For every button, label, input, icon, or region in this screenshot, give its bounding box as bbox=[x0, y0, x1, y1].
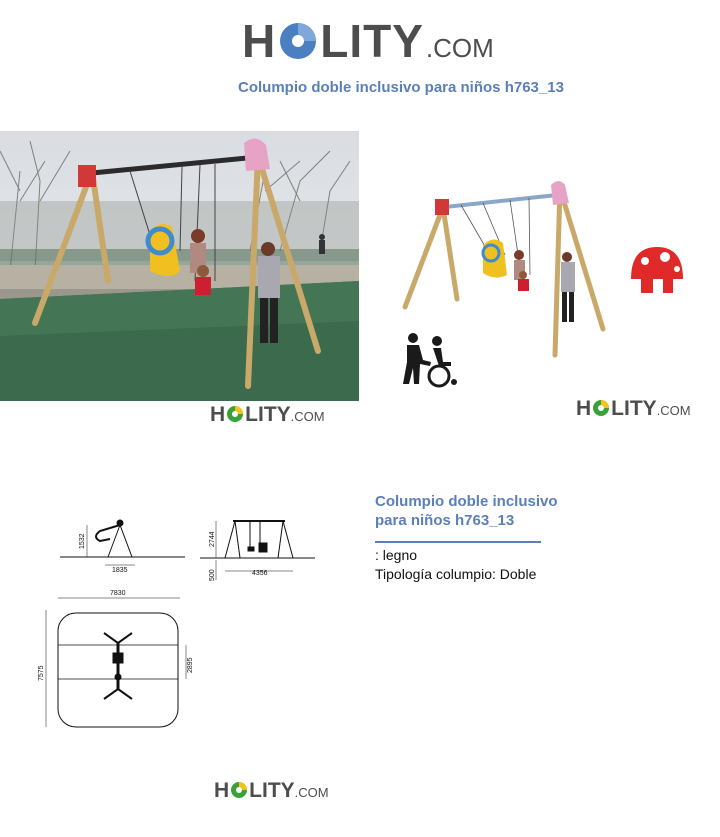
type-spec-value: Doble bbox=[499, 566, 537, 582]
brand-logo-bottom bbox=[214, 779, 329, 807]
top-inner-label: 2895 bbox=[187, 657, 194, 673]
logo-letter-h: H bbox=[214, 779, 230, 802]
material-spec: : legno bbox=[375, 547, 418, 563]
front-height-label: 2744 bbox=[209, 531, 216, 547]
brand-logo-top bbox=[242, 14, 494, 74]
logo-domain: .COM bbox=[294, 785, 329, 800]
logo-letters: LITY bbox=[245, 403, 291, 426]
logo-letter-h: H bbox=[210, 403, 226, 426]
title-divider bbox=[375, 541, 541, 543]
logo-o-icon bbox=[230, 781, 248, 799]
top-view-drawing bbox=[46, 598, 186, 727]
brand-logo-photo bbox=[210, 403, 325, 431]
front-ground-label: 500 bbox=[209, 569, 216, 581]
brand-logo-render bbox=[576, 397, 691, 425]
front-width-label: 4356 bbox=[252, 570, 268, 577]
page-title: Columpio doble inclusivo para niños h763_13 bbox=[238, 79, 564, 96]
type-spec-label: Tipología columpio: bbox=[375, 566, 496, 582]
type-spec bbox=[375, 565, 536, 584]
product-title-line1: Columpio doble inclusivo bbox=[375, 493, 558, 510]
logo-o-icon bbox=[226, 405, 244, 423]
logo-letter-h: H bbox=[242, 15, 277, 67]
logo-letters: LITY bbox=[320, 15, 424, 67]
product-title-line2: para niños h763_13 bbox=[375, 512, 515, 529]
product-photo bbox=[0, 131, 359, 401]
logo-o-icon bbox=[278, 21, 318, 61]
top-depth-label: 7575 bbox=[38, 665, 45, 681]
side-base-label: 1835 bbox=[112, 567, 128, 574]
logo-domain: .COM bbox=[425, 33, 494, 63]
logo-o-icon bbox=[592, 399, 610, 417]
wheelchair-accessibility-icon bbox=[397, 332, 459, 388]
mushroom-panel-icon bbox=[631, 247, 683, 293]
top-width-label: 7830 bbox=[110, 590, 126, 597]
logo-domain: .COM bbox=[656, 403, 691, 418]
side-height-label: 1532 bbox=[79, 533, 86, 549]
logo-letters: LITY bbox=[611, 397, 657, 420]
logo-letters: LITY bbox=[249, 779, 295, 802]
logo-letter-h: H bbox=[576, 397, 592, 420]
technical-drawing bbox=[40, 505, 330, 735]
logo-domain: .COM bbox=[290, 409, 325, 424]
